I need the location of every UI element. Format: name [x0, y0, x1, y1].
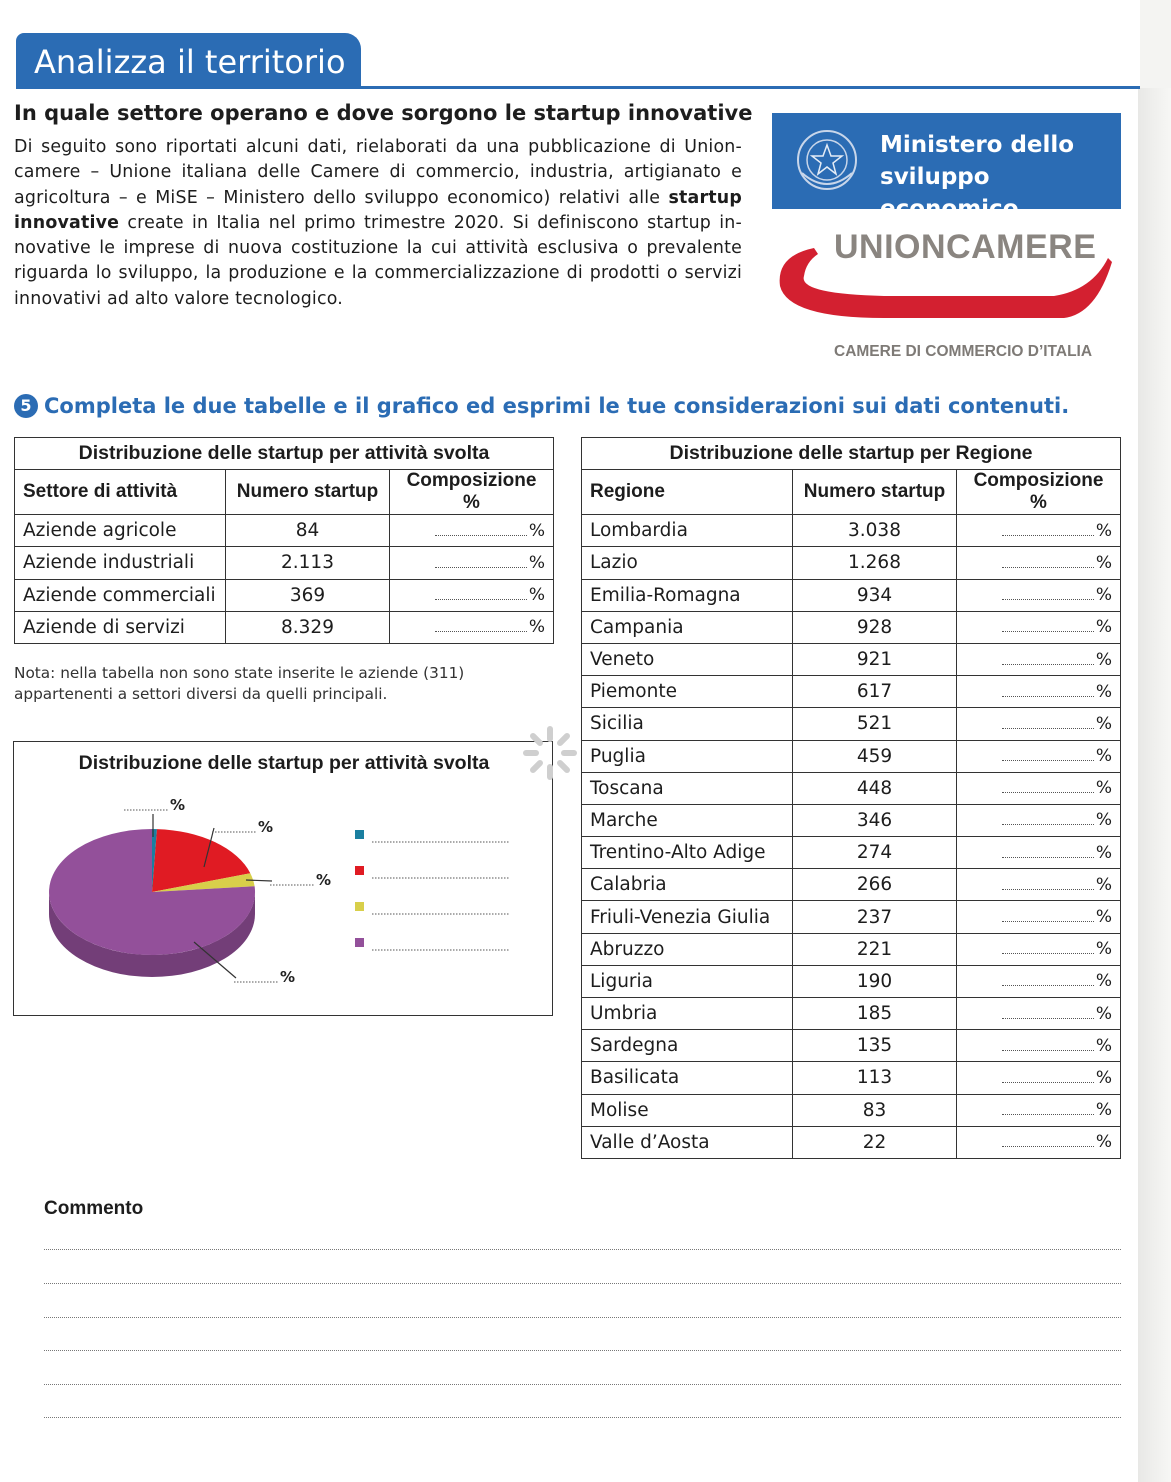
- legend-swatch: [355, 902, 364, 911]
- comment-line[interactable]: [44, 1384, 1121, 1385]
- percent-sign: %: [1095, 1067, 1112, 1088]
- region-name-cell: Friuli-Venezia Giulia: [582, 901, 793, 933]
- fill-in-blank[interactable]: [1002, 589, 1094, 600]
- region-pct-cell[interactable]: [957, 772, 1121, 804]
- slice-label: %: [170, 796, 186, 814]
- region-row: [582, 515, 1121, 547]
- loading-spinner-icon: [520, 723, 580, 783]
- region-row: [582, 1094, 1121, 1126]
- percent-sign: %: [528, 617, 545, 638]
- region-name-cell: Abruzzo: [582, 933, 793, 965]
- region-count-cell: 617: [793, 676, 957, 708]
- activity-row: [15, 515, 554, 547]
- activity-name-cell: Aziende agricole: [15, 515, 226, 547]
- region-table: [581, 437, 1121, 1159]
- region-pct-cell[interactable]: [957, 933, 1121, 965]
- region-pct-cell[interactable]: [957, 643, 1121, 675]
- region-count-cell: 448: [793, 772, 957, 804]
- emblem-icon: [794, 125, 860, 195]
- region-pct-cell[interactable]: [957, 901, 1121, 933]
- region-name-cell: Sicilia: [582, 708, 793, 740]
- region-pct-cell[interactable]: [957, 547, 1121, 579]
- region-count-cell: 346: [793, 804, 957, 836]
- unioncamere-subtitle: CAMERE DI COMMERCIO D’ITALIA: [834, 343, 1093, 360]
- legend-swatch: [355, 938, 364, 947]
- region-count-cell: 3.038: [793, 515, 957, 547]
- region-name-cell: Valle d’Aosta: [582, 1126, 793, 1158]
- unioncamere-wordmark: UNIONCAMERE: [834, 228, 1097, 266]
- legend-swatch: [355, 866, 364, 875]
- fill-in-blank[interactable]: [1002, 879, 1094, 890]
- activity-count-cell: 2.113: [226, 547, 390, 579]
- region-name-cell: Umbria: [582, 998, 793, 1030]
- region-name-cell: Toscana: [582, 772, 793, 804]
- region-row: [582, 1030, 1121, 1062]
- activity-count-cell: 369: [226, 579, 390, 611]
- region-row: [582, 933, 1121, 965]
- fill-in-blank[interactable]: [1002, 814, 1094, 825]
- region-row: [582, 1062, 1121, 1094]
- activity-col-count: Numero startup: [226, 470, 390, 515]
- region-row: [582, 772, 1121, 804]
- region-row: [582, 740, 1121, 772]
- intro-text-2: create in Italia nel primo trimestre 2020. Si definiscono startup in- novative le imprese di nuova costituzione la cui attività esclusiva o prevalente riguarda lo sviluppo, la produzione e la commercializzazione di prodotti o servizi innovativi ad alto valore tecnologico.: [14, 212, 742, 309]
- region-row: [582, 1126, 1121, 1158]
- region-count-cell: 113: [793, 1062, 957, 1094]
- comment-label: Commento: [44, 1198, 144, 1219]
- activity-name-cell: Aziende commerciali: [15, 579, 226, 611]
- region-name-cell: Emilia-Romagna: [582, 579, 793, 611]
- region-name-cell: Puglia: [582, 740, 793, 772]
- fill-in-blank[interactable]: [1002, 943, 1094, 954]
- fill-in-blank[interactable]: [1002, 1104, 1094, 1115]
- region-pct-cell[interactable]: [957, 965, 1121, 997]
- region-count-cell: 237: [793, 901, 957, 933]
- comment-line[interactable]: [44, 1350, 1121, 1351]
- fill-in-blank[interactable]: [1002, 750, 1094, 761]
- region-count-cell: 190: [793, 965, 957, 997]
- region-pct-cell[interactable]: [957, 804, 1121, 836]
- activity-pct-cell[interactable]: [390, 547, 554, 579]
- region-count-cell: 921: [793, 643, 957, 675]
- percent-sign: %: [1095, 1132, 1112, 1153]
- region-pct-cell[interactable]: [957, 1030, 1121, 1062]
- region-pct-cell[interactable]: [957, 1094, 1121, 1126]
- fill-in-blank[interactable]: [435, 621, 527, 632]
- region-count-cell: 266: [793, 869, 957, 901]
- intro-paragraph: [14, 135, 742, 312]
- comment-line[interactable]: [44, 1317, 1121, 1318]
- region-count-cell: 185: [793, 998, 957, 1030]
- region-name-cell: Basilicata: [582, 1062, 793, 1094]
- activity-count-cell: 8.329: [226, 611, 390, 643]
- activity-row: [15, 579, 554, 611]
- percent-sign: %: [1095, 1035, 1112, 1056]
- region-count-cell: 521: [793, 708, 957, 740]
- percent-sign: %: [1095, 552, 1112, 573]
- region-name-cell: Piemonte: [582, 676, 793, 708]
- activity-pct-cell[interactable]: [390, 515, 554, 547]
- fill-in-blank[interactable]: [1002, 1008, 1094, 1019]
- activity-col-sector: Settore di attività: [15, 470, 226, 515]
- slice-label: %: [280, 968, 296, 986]
- fill-in-blank[interactable]: [1002, 1072, 1094, 1083]
- fill-in-blank[interactable]: [435, 525, 527, 536]
- activity-name-cell: Aziende industriali: [15, 547, 226, 579]
- fill-in-blank[interactable]: [1002, 557, 1094, 568]
- chart-title: Distribuzione delle startup per attività svolta: [78, 752, 490, 774]
- region-table-caption: Distribuzione delle startup per Regione: [582, 438, 1121, 470]
- region-name-cell: Molise: [582, 1094, 793, 1126]
- activity-count-cell: 84: [226, 515, 390, 547]
- percent-sign: %: [1095, 810, 1112, 831]
- percent-sign: %: [1095, 649, 1112, 670]
- page-heading: In quale settore operano e dove sorgono le startup innovative: [14, 101, 753, 125]
- region-count-cell: 934: [793, 579, 957, 611]
- region-count-cell: 1.268: [793, 547, 957, 579]
- region-pct-cell[interactable]: [957, 515, 1121, 547]
- region-row: [582, 837, 1121, 869]
- fill-in-blank[interactable]: [1002, 847, 1094, 858]
- region-row: [582, 804, 1121, 836]
- region-name-cell: Lombardia: [582, 515, 793, 547]
- fill-in-blank[interactable]: [435, 557, 527, 568]
- region-count-cell: 22: [793, 1126, 957, 1158]
- pie-chart-panel: [13, 741, 553, 1016]
- activity-table-caption: Distribuzione delle startup per attività svolta: [15, 438, 554, 470]
- region-name-cell: Calabria: [582, 869, 793, 901]
- region-name-cell: Veneto: [582, 643, 793, 675]
- activity-pct-cell[interactable]: [390, 611, 554, 643]
- region-count-cell: 135: [793, 1030, 957, 1062]
- fill-in-blank[interactable]: [1002, 686, 1094, 697]
- percent-sign: %: [1095, 713, 1112, 734]
- task-text: Completa le due tabelle e il grafico ed esprimi le tue considerazioni sui dati contenuti.: [44, 394, 1070, 418]
- region-pct-cell[interactable]: [957, 708, 1121, 740]
- percent-sign: %: [1095, 1100, 1112, 1121]
- region-name-cell: Sardegna: [582, 1030, 793, 1062]
- percent-sign: %: [1095, 971, 1112, 992]
- comment-line[interactable]: [44, 1283, 1121, 1284]
- pie-chart: [14, 742, 551, 1012]
- percent-sign: %: [1095, 520, 1112, 541]
- fill-in-blank[interactable]: [1002, 1136, 1094, 1147]
- fill-in-blank[interactable]: [1002, 525, 1094, 536]
- percent-sign: %: [528, 552, 545, 573]
- region-row: [582, 611, 1121, 643]
- region-col-pct: Composizione %: [957, 470, 1121, 515]
- region-name-cell: Lazio: [582, 547, 793, 579]
- activity-col-pct: Composizione %: [390, 470, 554, 515]
- task-instruction: [14, 394, 1069, 418]
- fill-in-blank[interactable]: [1002, 621, 1094, 632]
- region-pct-cell[interactable]: [957, 869, 1121, 901]
- intro-bold: startup innovative: [14, 187, 742, 233]
- fill-in-blank[interactable]: [1002, 975, 1094, 986]
- activity-name-cell: Aziende di servizi: [15, 611, 226, 643]
- fill-in-blank[interactable]: [435, 589, 527, 600]
- region-count-cell: 928: [793, 611, 957, 643]
- region-name-cell: Liguria: [582, 965, 793, 997]
- region-row: [582, 998, 1121, 1030]
- task-number: 5: [14, 394, 38, 418]
- region-pct-cell[interactable]: [957, 611, 1121, 643]
- region-pct-cell[interactable]: [957, 998, 1121, 1030]
- region-col-count: Numero startup: [793, 470, 957, 515]
- percent-sign: %: [1095, 746, 1112, 767]
- slice-label: %: [316, 871, 332, 889]
- region-pct-cell[interactable]: [957, 837, 1121, 869]
- percent-sign: %: [1095, 778, 1112, 799]
- region-count-cell: 83: [793, 1094, 957, 1126]
- region-col-region: Regione: [582, 470, 793, 515]
- region-pct-cell[interactable]: [957, 676, 1121, 708]
- region-pct-cell[interactable]: [957, 579, 1121, 611]
- page-edge: [1138, 88, 1171, 1482]
- table-note: Nota: nella tabella non sono state inserite le aziende (311) appartenenti a settori diversi da quelli principali.: [14, 664, 465, 703]
- fill-in-blank[interactable]: [1002, 911, 1094, 922]
- region-pct-cell[interactable]: [957, 1126, 1121, 1158]
- activity-row: [15, 611, 554, 643]
- fill-in-blank[interactable]: [1002, 1040, 1094, 1051]
- region-pct-cell[interactable]: [957, 740, 1121, 772]
- percent-sign: %: [1095, 907, 1112, 928]
- comment-line[interactable]: [44, 1417, 1121, 1418]
- mise-logo: [772, 113, 1121, 222]
- percent-sign: %: [1095, 939, 1112, 960]
- region-row: [582, 547, 1121, 579]
- region-row: [582, 901, 1121, 933]
- region-count-cell: 221: [793, 933, 957, 965]
- fill-in-blank[interactable]: [1002, 654, 1094, 665]
- region-name-cell: Campania: [582, 611, 793, 643]
- intro-text-1: Di seguito sono riportati alcuni dati, rielaborati da una pubblicazione di Union- camere – Unione italiana delle Camere di commercio, industria, artigianato e agricoltura – e MiSE – Ministero dello sviluppo economico) relativi alle: [14, 137, 742, 208]
- percent-sign: %: [528, 585, 545, 606]
- section-rule: [16, 86, 1140, 89]
- percent-sign: %: [1095, 1003, 1112, 1024]
- fill-in-blank[interactable]: [1002, 718, 1094, 729]
- region-count-cell: 459: [793, 740, 957, 772]
- region-count-cell: 274: [793, 837, 957, 869]
- percent-sign: %: [1095, 681, 1112, 702]
- region-name-cell: Marche: [582, 804, 793, 836]
- percent-sign: %: [528, 520, 545, 541]
- region-row: [582, 965, 1121, 997]
- percent-sign: %: [1095, 585, 1112, 606]
- activity-table: [14, 437, 554, 644]
- comment-line[interactable]: [44, 1249, 1121, 1250]
- section-tab: Analizza il territorio: [16, 33, 361, 88]
- region-name-cell: Trentino-Alto Adige: [582, 837, 793, 869]
- region-pct-cell[interactable]: [957, 1062, 1121, 1094]
- mise-name: Ministero dello sviluppo economico: [880, 132, 1075, 222]
- activity-pct-cell[interactable]: [390, 579, 554, 611]
- slice-label: %: [258, 818, 274, 836]
- region-row: [582, 676, 1121, 708]
- percent-sign: %: [1095, 617, 1112, 638]
- region-row: [582, 708, 1121, 740]
- region-row: [582, 579, 1121, 611]
- activity-row: [15, 547, 554, 579]
- percent-sign: %: [1095, 842, 1112, 863]
- region-row: [582, 643, 1121, 675]
- region-row: [582, 869, 1121, 901]
- fill-in-blank[interactable]: [1002, 782, 1094, 793]
- legend-swatch: [355, 830, 364, 839]
- percent-sign: %: [1095, 874, 1112, 895]
